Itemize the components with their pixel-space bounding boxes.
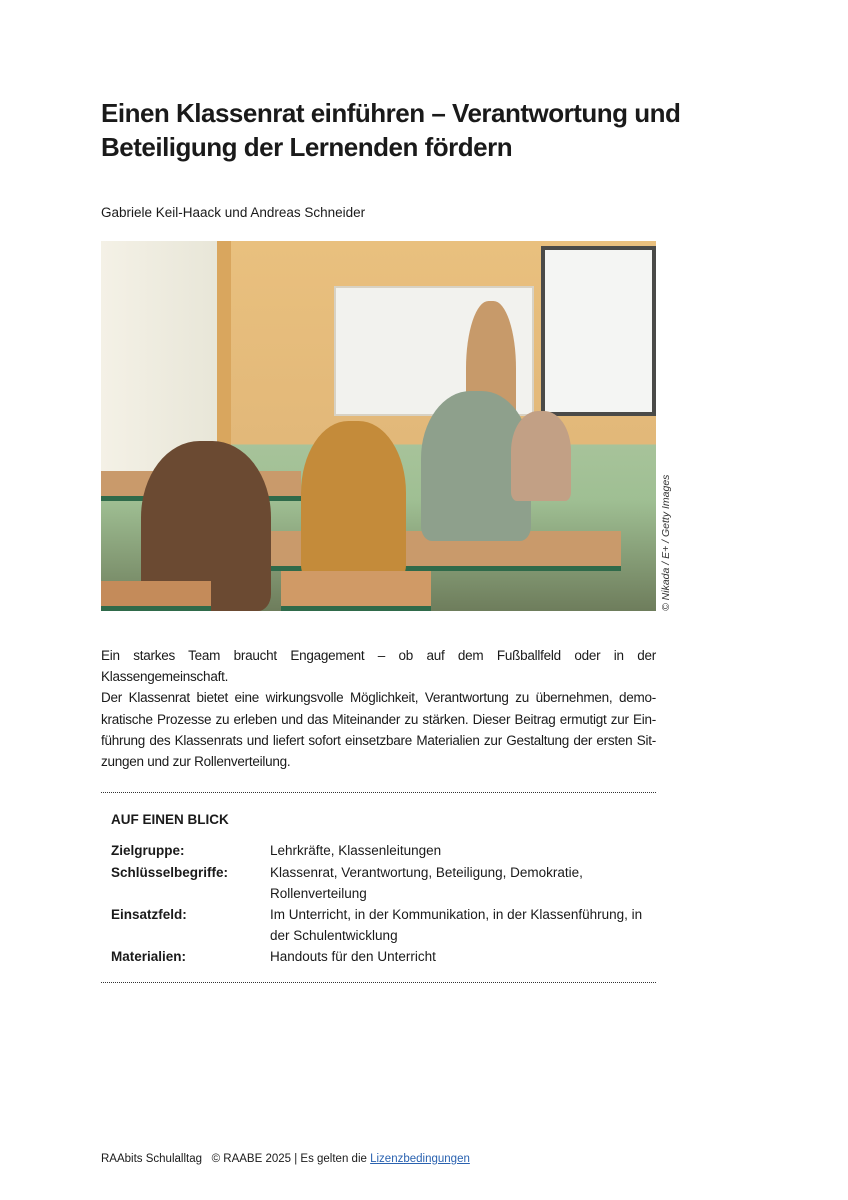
overview-value: Lehrkräfte, Klassenleitungen [270, 843, 442, 859]
classroom-photo [101, 241, 656, 611]
overview-key: Materialien: [111, 949, 187, 965]
overview-key: Einsatzfeld: [111, 907, 187, 923]
divider [101, 982, 656, 983]
overview-value: Klassenrat, Verantwortung, Beteiligung, Demokratie, Rollenverteilung [270, 864, 583, 901]
intro-paragraph [101, 645, 656, 772]
overview-value: Im Unterricht, in der Kommunikation, in der Klassenführung, in der Schulentwicklung [270, 907, 643, 944]
page-title: Einen Klassenrat einführen – Verantwortung und Beteiligung der Lernenden fördern [101, 98, 681, 162]
photo-figure [101, 241, 672, 611]
overview-key: Schlüsselbegriffe: [111, 864, 229, 880]
overview-row [111, 904, 651, 946]
footer-series: RAAbits Schulalltag [101, 1153, 202, 1165]
footer [101, 1152, 470, 1167]
overview-value: Handouts für den Unterricht [270, 949, 436, 965]
footer-copyright: © RAABE 2025 | Es gelten die [211, 1153, 367, 1165]
license-link[interactable]: Lizenzbedingungen [370, 1153, 470, 1165]
overview-row [111, 862, 651, 904]
intro-line: Ein starkes Team braucht Engagement – ob auf dem Fußballfeld oder in der Klassengemeinschaft. [101, 648, 656, 685]
overview-row [111, 840, 651, 861]
overview-key: Zielgruppe: [111, 843, 185, 859]
intro-line: zungen und zur Rollenverteilung. [101, 754, 291, 770]
intro-line: führung des Klassenrats und liefert sofort einsetzbare Materialien zur Gestaltung der ersten Sit- [101, 732, 656, 748]
overview-heading: AUF EINEN BLICK [111, 812, 229, 828]
divider [101, 792, 656, 793]
overview-row [111, 946, 651, 967]
overview-box [111, 809, 651, 967]
intro-line: Der Klassenrat bietet eine wirkungsvolle Möglichkeit, Verantwortung zu übernehmen, demo- [101, 690, 656, 706]
authors: Gabriele Keil-Haack und Andreas Schneider [101, 205, 366, 220]
photo-credit: © Nikada / E+ / Getty Images [660, 474, 672, 611]
page-content [101, 96, 681, 983]
intro-line: kratische Prozesse zu erleben und das Miteinander zu stärken. Dieser Beitrag ermutigt zur Ein- [101, 711, 656, 727]
